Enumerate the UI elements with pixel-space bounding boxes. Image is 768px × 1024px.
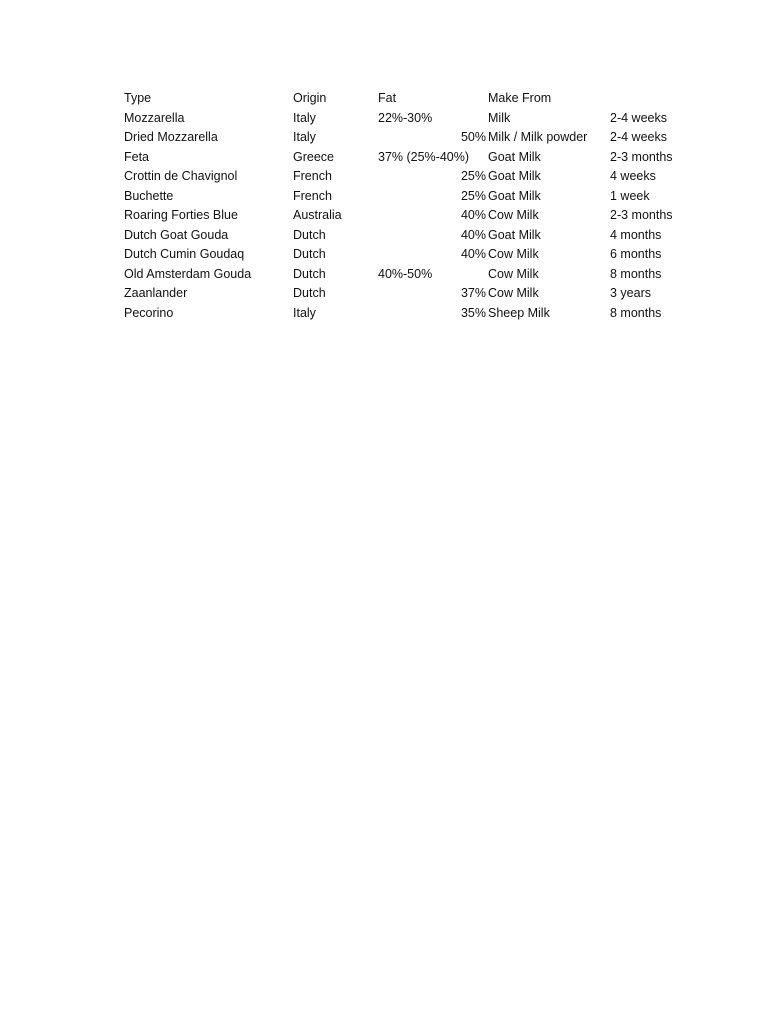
cell-type: Zaanlander xyxy=(124,286,188,300)
cell-fat: 37% (25%-40%) xyxy=(378,149,470,164)
cell-time: 2-4 weeks xyxy=(610,110,667,125)
cell-origin: Italy xyxy=(293,130,316,144)
cell-type: Pecorino xyxy=(124,305,174,320)
cell-fat: 40% xyxy=(460,227,486,242)
cell-fat: 40% xyxy=(460,208,486,222)
cell-fat: 37% xyxy=(460,286,486,300)
cell-make-from: Cow Milk xyxy=(488,247,539,261)
cell-time: 6 months xyxy=(610,247,662,261)
cell-time: 2-4 weeks xyxy=(610,130,667,144)
cell-time: 2-3 months xyxy=(610,149,673,164)
cell-type: Buchette xyxy=(124,188,174,203)
cell-time: 8 months xyxy=(610,305,662,320)
cell-origin: Dutch xyxy=(293,266,326,281)
cell-time: 8 months xyxy=(610,266,662,281)
cell-origin: Italy xyxy=(293,305,316,320)
cell-origin: French xyxy=(293,188,332,203)
cell-time: 1 week xyxy=(610,188,650,203)
cell-time: 2-3 months xyxy=(610,208,673,222)
header-type: Type xyxy=(124,91,152,105)
cell-make-from: Cow Milk xyxy=(488,266,539,281)
cell-type: Crottin de Chavignol xyxy=(124,169,238,183)
cell-type: Feta xyxy=(124,149,150,164)
cell-fat: 40%-50% xyxy=(378,266,433,281)
cell-origin: Dutch xyxy=(293,247,326,261)
cell-fat: 50% xyxy=(460,130,486,144)
cell-time: 4 weeks xyxy=(610,169,656,183)
cell-origin: French xyxy=(293,169,332,183)
cell-type: Old Amsterdam Gouda xyxy=(124,266,252,281)
cell-fat: 25% xyxy=(460,188,486,203)
cell-fat: 40% xyxy=(460,247,486,261)
cell-fat: 25% xyxy=(460,169,486,183)
cell-type: Dutch Cumin Goudaq xyxy=(124,247,245,261)
header-make-from: Make From xyxy=(488,91,552,105)
cell-origin: Dutch xyxy=(293,227,326,242)
cell-time: 3 years xyxy=(610,286,651,300)
header-fat: Fat xyxy=(378,91,397,105)
cell-make-from: Cow Milk xyxy=(488,286,539,300)
cell-fat: 22%-30% xyxy=(378,110,433,125)
cell-type: Dutch Goat Gouda xyxy=(124,227,229,242)
cell-make-from: Milk xyxy=(488,110,511,125)
cell-make-from: Milk / Milk powder xyxy=(488,130,588,144)
cell-type: Roaring Forties Blue xyxy=(124,208,238,222)
cell-fat: 35% xyxy=(460,305,486,320)
cell-make-from: Cow Milk xyxy=(488,208,539,222)
cell-make-from: Goat Milk xyxy=(488,169,541,183)
cell-origin: Dutch xyxy=(293,286,326,300)
cell-origin: Greece xyxy=(293,149,334,164)
cell-type: Mozzarella xyxy=(124,110,185,125)
cell-make-from: Goat Milk xyxy=(488,188,541,203)
cell-make-from: Sheep Milk xyxy=(488,305,550,320)
cell-make-from: Goat Milk xyxy=(488,149,541,164)
cell-origin: Australia xyxy=(293,208,342,222)
cell-type: Dried Mozzarella xyxy=(124,130,218,144)
cell-time: 4 months xyxy=(610,227,662,242)
header-origin: Origin xyxy=(293,91,327,105)
cell-make-from: Goat Milk xyxy=(488,227,541,242)
cell-origin: Italy xyxy=(293,110,316,125)
